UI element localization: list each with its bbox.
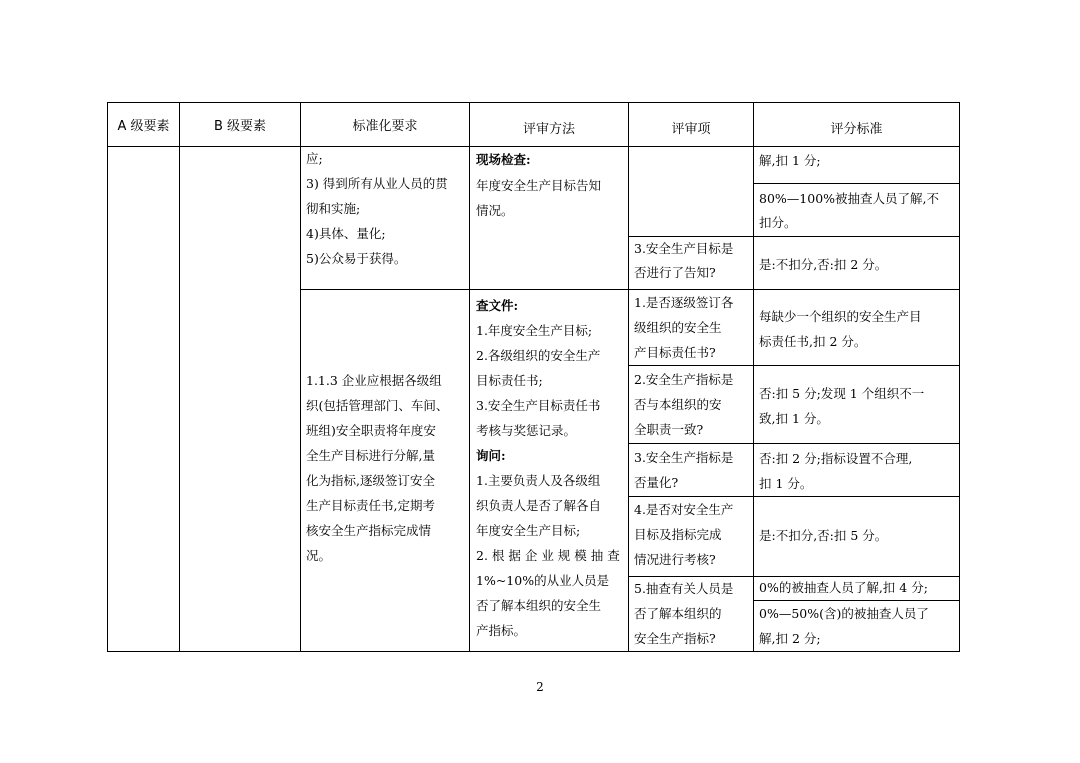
text-line: 1.1.3 企业应根据各级组 xyxy=(306,373,442,388)
text-line: 3.安全生产指标是 xyxy=(634,450,734,465)
text-line: 全生产目标进行分解,量 xyxy=(306,448,435,463)
text-line: 扣分。 xyxy=(759,215,797,230)
text-line: 否了解本组织的安全生 xyxy=(476,598,602,613)
text-line: 是:不扣分,否:扣 5 分。 xyxy=(759,528,888,543)
text-line: 否进行了告知? xyxy=(634,265,716,280)
text-line: 标责任书,扣 2 分。 xyxy=(759,334,867,349)
text-line: 1.是否逐级签订各 xyxy=(634,295,734,310)
text-line: 应; xyxy=(306,151,323,166)
text-line: 况。 xyxy=(306,548,332,563)
text-line: 80%—100%被抽查人员了解,不 xyxy=(759,191,939,206)
text-line: 生产目标责任书,定期考 xyxy=(306,498,435,513)
header-review-method: 评审方法 xyxy=(522,121,575,137)
text-line: 0%—50%(含)的被抽查人员了 xyxy=(759,606,929,621)
text-line: 否:扣 2 分;指标设置不合理, xyxy=(759,451,913,466)
method-heading: 查文件: xyxy=(476,298,519,313)
text-line: 否量化? xyxy=(634,475,679,490)
text-line: 全职责一致? xyxy=(634,422,704,437)
text-line: 5.抽查有关人员是 xyxy=(634,581,734,596)
text-line: 核安全生产指标完成情 xyxy=(306,523,432,538)
header-a-level: A 级要素 xyxy=(117,119,170,134)
header-scoring-standard: 评分标准 xyxy=(830,121,883,137)
method-heading: 现场检查: xyxy=(476,152,531,167)
text-line: 3.安全生产目标责任书 xyxy=(476,398,601,413)
text-line: 安全生产指标? xyxy=(634,631,716,646)
block1-score-3: 是:不扣分,否:扣 2 分。 xyxy=(759,257,888,272)
text-line: 产目标责任书? xyxy=(634,345,716,360)
text-line: 每缺少一个组织的安全生产目 xyxy=(759,309,922,324)
text-line: 级组织的安全生 xyxy=(634,320,722,335)
text-line: 考核与奖惩记录。 xyxy=(476,423,577,438)
text-line: 3) 得到所有从业人员的贯 xyxy=(306,176,448,191)
text-line: 5)公众易于获得。 xyxy=(306,251,407,266)
text-line: 目标责任书; xyxy=(476,373,543,388)
text-line: 4.是否对安全生产 xyxy=(634,502,734,517)
text-line: 解,扣 2 分; xyxy=(759,631,821,646)
text-line: 1.主要负责人及各级组 xyxy=(476,473,601,488)
block1-score-1: 解,扣 1 分; xyxy=(759,153,821,168)
text-line: 2.安全生产指标是 xyxy=(634,372,734,387)
text-line: 3.安全生产目标是 xyxy=(634,241,734,256)
text-line: 0%的被抽查人员了解,扣 4 分; xyxy=(759,580,928,595)
text-line: 1.年度安全生产目标; xyxy=(476,323,593,338)
text-line: 织(包括管理部门、车间、 xyxy=(306,398,449,413)
text-line: 2. 根 据 企 业 规 模 抽 查 xyxy=(476,548,620,563)
text-line: 情况。 xyxy=(476,203,514,218)
text-line: 1%~10%的从业人员是 xyxy=(476,573,610,588)
header-review-item: 评审项 xyxy=(671,121,711,137)
method-heading: 询问: xyxy=(476,448,506,463)
text-line: 致,扣 1 分。 xyxy=(759,411,829,426)
text-line: 扣 1 分。 xyxy=(759,476,813,491)
page-number: 2 xyxy=(536,680,544,694)
text-line: 4)具体、量化; xyxy=(306,226,386,241)
text-line: 织负责人是否了解各自 xyxy=(476,498,602,513)
text-line: 产指标。 xyxy=(476,623,527,638)
text-line: 彻和实施; xyxy=(306,201,361,216)
header-b-level: B 级要素 xyxy=(213,119,267,134)
text-line: 否了解本组织的 xyxy=(634,606,722,621)
text-line: 年度安全生产目标告知 xyxy=(476,178,602,193)
text-line: 化为指标,逐级签订安全 xyxy=(306,473,435,488)
header-standard-requirement: 标准化要求 xyxy=(352,119,418,134)
text-line: 情况进行考核? xyxy=(634,552,716,567)
text-line: 否:扣 5 分;发现 1 个组织不一 xyxy=(759,386,925,401)
text-line: 2.各级组织的安全生产 xyxy=(476,348,601,363)
text-line: 目标及指标完成 xyxy=(634,527,722,542)
text-line: 否与本组织的安 xyxy=(634,397,722,412)
text-line: 班组)安全职责将年度安 xyxy=(306,423,436,438)
text-line: 年度安全生产目标; xyxy=(476,523,581,538)
